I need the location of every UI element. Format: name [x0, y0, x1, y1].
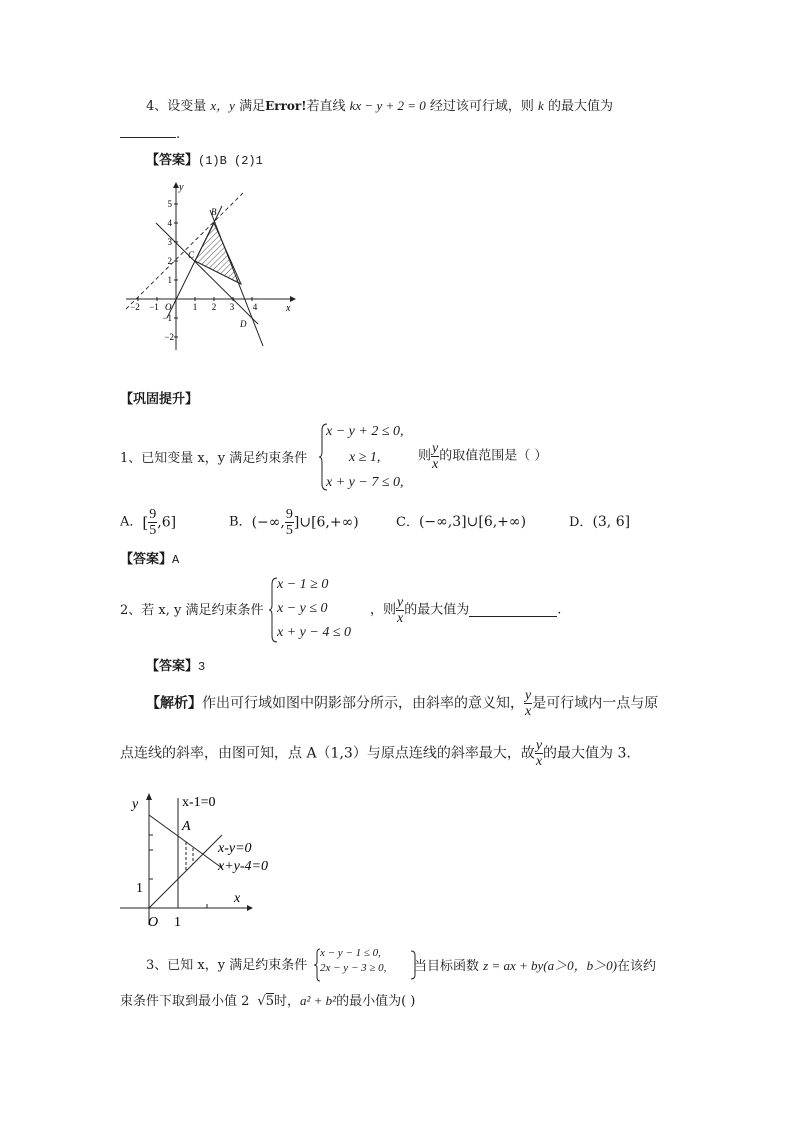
- line-equation: kx − y + 2 = 0: [349, 98, 426, 113]
- line-y-eq-x: [149, 835, 222, 908]
- q2-fraction: $\frac{y}{x}$: [397, 595, 404, 626]
- q3-prefix: 3、已知 x，y 满足约束条件: [146, 958, 308, 973]
- q1-constraint-1: x − y + 2 ≤ 0,: [326, 424, 404, 439]
- q1-constraint-2: x ≥ 1,: [349, 450, 381, 465]
- option-a: A．[ $\frac{9}{5}$ ,6]: [120, 507, 177, 538]
- graph-1: [118, 178, 308, 353]
- x-tick: −2: [130, 302, 140, 312]
- section-title: 【巩固提升】: [120, 392, 199, 407]
- answer-value: (1)B (2)1: [198, 154, 263, 168]
- y-tick: 2: [167, 256, 172, 266]
- q1-prefix: 1、已知变量 x，y 满足约束条件: [120, 451, 308, 466]
- problem-4-prefix: 4、设变量: [146, 99, 211, 114]
- problem-4-k: k: [538, 98, 544, 113]
- x-tick: 2: [211, 302, 217, 312]
- q2-constraint-3: x + y − 4 ≤ 0: [277, 625, 352, 640]
- y-tick: 1: [136, 881, 143, 896]
- origin-label: O: [148, 915, 159, 930]
- answer-value: 3: [198, 660, 206, 674]
- y-tick: −2: [164, 332, 174, 342]
- answer-label: 【答案】: [146, 153, 199, 168]
- x-tick: 1: [174, 915, 181, 930]
- q1-tail: [418, 441, 547, 472]
- problem-4-after-line: 经过该可行域，则: [425, 99, 539, 114]
- y-tick: 1: [167, 275, 172, 285]
- option-a-label: A．: [120, 514, 143, 530]
- problem-4-after-error: 若直线: [306, 99, 350, 114]
- answer-label: 【答案】: [146, 659, 199, 674]
- label-x-plus-y-minus-4: x+y-4=0: [218, 859, 268, 874]
- analysis-fraction-2: $\frac{y}{x}$: [535, 738, 543, 769]
- q3-constraint-2: 2x − y − 3 ≥ 0,: [320, 962, 387, 974]
- answer-label: 【答案】: [120, 552, 173, 567]
- answer-value: A: [172, 553, 180, 567]
- option-b-label: B．: [229, 514, 252, 530]
- problem-4-text: [146, 98, 613, 115]
- q1-fraction: $\frac{y}{x}$: [432, 441, 439, 472]
- q2-tail: ，则 $\frac{y}{x}$ 的最大值为 .: [370, 595, 562, 626]
- a2-plus-b2: a² + b²: [300, 993, 337, 1008]
- q1-suffix: 的取值范围是（ ）: [439, 448, 548, 464]
- option-d-label: D．: [569, 515, 593, 530]
- option-c: C．(−∞,3]∪[6,+∞): [396, 514, 527, 530]
- problem-4-vars: x，y: [210, 98, 235, 113]
- point-a-label: A: [182, 819, 191, 834]
- point-d-label: D: [240, 319, 247, 329]
- problem-4-end: .: [176, 127, 181, 142]
- q3-objective: z = ax + by: [483, 958, 544, 973]
- q2-prefix: 2、若 x, y 满足约束条件: [120, 603, 264, 618]
- answer-3: [146, 659, 205, 675]
- y-tick: 4: [167, 218, 172, 228]
- y-label: y: [132, 797, 139, 812]
- label-x-minus-1: x-1=0: [182, 795, 216, 810]
- q3-line2: 束条件下取到最小值 2 √5时，a² + b²的最小值为( ): [120, 993, 416, 1009]
- x-label: x: [234, 891, 241, 906]
- point-c-label: C: [188, 250, 195, 260]
- q2-constraint-1: x − 1 ≥ 0: [277, 577, 329, 592]
- x-tick: 1: [192, 302, 198, 312]
- q2-suffix: 的最大值为: [404, 602, 470, 618]
- option-b: B．(−∞, $\frac{9}{5}$ ]∪[6,+∞): [229, 507, 359, 538]
- answer-2: [120, 552, 179, 568]
- point-b-label: B: [211, 207, 217, 217]
- y-label: y: [179, 182, 184, 193]
- analysis-line-1: 【解析】作出可行域如图中阴影部分所示，由斜率的意义知， $\frac{y}{x}$ 是可行域内一点与原: [146, 688, 659, 719]
- option-d: D．(3, 6]: [569, 514, 631, 530]
- y-tick: 3: [167, 237, 172, 247]
- problem-4-mid: 满足: [234, 99, 266, 114]
- option-a-fraction: $\frac{9}{5}$: [149, 507, 157, 538]
- analysis-line-2: 点连线的斜率，由图可知，点 A（1,3）与原点连线的斜率最大，故 $\frac{y}{x}$ 的最大值为 3.: [120, 738, 631, 769]
- q2-constraint-2: x − y ≤ 0: [277, 601, 328, 616]
- q3-line1-tail: 当目标函数 z = ax + by(a＞0，b＞0)在该约: [414, 958, 656, 974]
- graph-2: [118, 790, 288, 930]
- analysis-label: 【解析】: [146, 695, 202, 712]
- q2-then: ，则: [370, 602, 397, 618]
- problem-4-suffix: 的最大值为: [543, 99, 613, 114]
- x-tick: 4: [252, 302, 258, 312]
- error-text: Error!: [265, 99, 307, 113]
- y-tick: −1: [162, 313, 172, 323]
- analysis-fraction-1: $\frac{y}{x}$: [525, 688, 532, 719]
- q3-constraint-1: x − y − 1 ≤ 0,: [320, 947, 381, 959]
- answer-1: [146, 153, 263, 169]
- label-x-minus-y: x-y=0: [218, 841, 252, 856]
- option-b-fraction: $\frac{9}{5}$: [285, 507, 293, 538]
- line-b-d: [210, 210, 263, 346]
- sqrt-value: 5: [265, 994, 274, 1009]
- x-tick: −1: [149, 302, 159, 312]
- option-c-label: C．: [396, 515, 419, 530]
- x-label: x: [286, 303, 291, 314]
- q1-constraint-3: x + y − 7 ≤ 0,: [326, 475, 404, 490]
- origin-label: O: [165, 302, 172, 312]
- x-tick: 3: [229, 302, 235, 312]
- problem-4-blank: [120, 125, 180, 143]
- y-tick: 5: [167, 199, 172, 209]
- q1-then: 则: [418, 448, 432, 464]
